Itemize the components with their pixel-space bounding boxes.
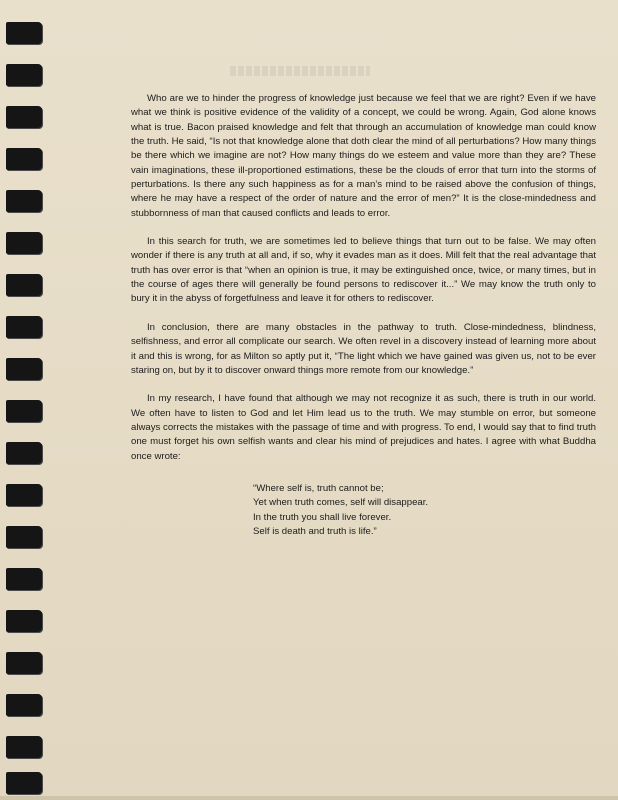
binding-ring: [6, 736, 42, 758]
binding-ring: [6, 274, 42, 296]
paragraph: In my research, I have found that although we may not recognize it as such, there is truth in our world. We often have to listen to God and let Him lead us to the truth. We may stumble on error, but someone always corrects the mistakes with the passage of time and with progress. To end, I would say that to find truth one must forget his own selfish wants and clear his mind of prejudices and hates. I agree with what Buddha once wrote:: [131, 393, 596, 462]
binding-ring: [6, 442, 42, 464]
quote-line: Yet when truth comes, self will disappear.: [253, 497, 429, 509]
quote-line: In the truth you shall live forever.: [253, 511, 392, 523]
binding-ring: [6, 400, 42, 422]
paragraph: Who are we to hinder the progress of knowledge just because we feel that we are right? Even if we have what we think is positive evidence of the validity of a concept, we could be wrong. Again, God alone knows what is true. Bacon praised knowledge and felt that through an accumulation of knowledge man could know the truth. He said, “Is not that knowledge alone that doth clear the mind of all perturbations? How many things be there which we imagine are not? How many things do we esteem and value more than they are? These vain imaginations, these ill-proportioned estimations, these be the clouds of error that turn into the storms of perturbations. Is there any such happiness as for a man’s mind to be raised above the confusion of things, where he may have a respect of the order of nature and the error of men?” It is the close-mindedness and stubbornness of man that caused conflicts and leads to error.: [131, 93, 596, 219]
quote-line: Self is death and truth is life.”: [253, 526, 377, 538]
binding-ring: [6, 694, 42, 716]
show-through-heading: [230, 66, 370, 76]
binding-ring: [6, 232, 42, 254]
page-bottom-edge: [0, 796, 618, 800]
paragraph: In conclusion, there are many obstacles in the pathway to truth. Close-mindedness, blindness, selfishness, and error all complicate our search. We often revel in a discovery instead of learning more about it and this is wrong, for as Milton so aptly put it, “The light which we have gained was given us, not to be ever staring on, but by it to discover onward things more remote from our knowledge.”: [131, 321, 596, 376]
binding-ring: [6, 148, 42, 170]
binding-ring: [6, 190, 42, 212]
binding-ring: [6, 106, 42, 128]
binding-ring: [6, 568, 42, 590]
binding-ring: [6, 22, 42, 44]
binding-ring: [6, 610, 42, 632]
binding-ring: [6, 772, 42, 794]
spiral-binding: [0, 0, 42, 800]
paragraph: In this search for truth, we are sometimes led to believe things that turn out to be false. We may often wonder if there is any truth at all and, if so, why it evades man as it does. Mill felt that the real advantage that truth has over error is that “when an opinion is true, it may be extinguished once, twice, or many times, but in the course of ages there will generally be found persons to rediscover it...” We may know the truth only to bury it in the abyss of forgetfulness and leave it for others to rediscover.: [131, 236, 596, 305]
quote-line: “Where self is, truth cannot be;: [253, 482, 384, 494]
binding-ring: [6, 652, 42, 674]
buddha-quote: [253, 482, 596, 540]
binding-ring: [6, 526, 42, 548]
binding-ring: [6, 316, 42, 338]
binding-ring: [6, 64, 42, 86]
essay-body: [131, 92, 596, 540]
binding-ring: [6, 484, 42, 506]
binding-ring: [6, 358, 42, 380]
